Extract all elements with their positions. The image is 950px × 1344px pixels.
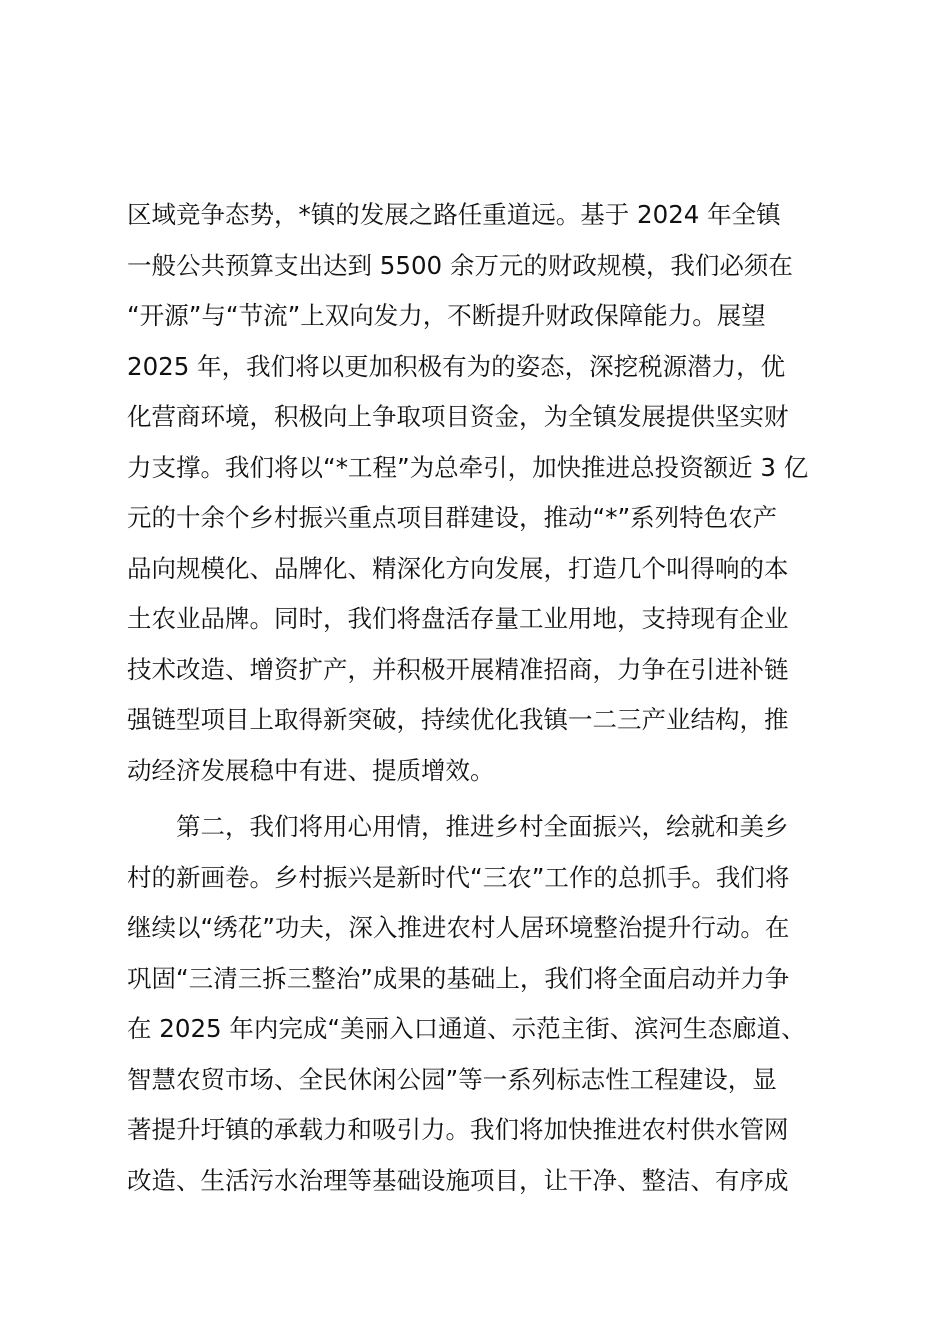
paragraph-1 [127, 190, 827, 796]
text-line: 村的新画卷。乡村振兴是新时代“三农”工作的总抓手。我们将 [127, 862, 790, 892]
text-line: 第二，我们将用心用情，推进乡村全面振兴，绘就和美乡 [176, 812, 789, 841]
text-line: 品向规模化、品牌化、精深化方向发展，打造几个叫得响的本 [127, 553, 789, 583]
text-line: 强链型项目上取得新突破，持续优化我镇一二三产业结构，推 [127, 705, 789, 734]
text-line: 力支撑。我们将以“*工程”为总牵引，加快推进总投资额近 3 亿 [127, 452, 809, 482]
text-line: 元的十余个乡村振兴重点项目群建设，推动“*”系列特色农产 [127, 503, 778, 532]
document-body [127, 190, 827, 1206]
text-line: 改造、生活污水治理等基础设施项目，让干净、整洁、有序成 [127, 1165, 789, 1195]
text-line: 一般公共预算支出达到 5500 余万元的财政规模，我们必须在 [127, 250, 793, 280]
text-line: 区域竞争态势，*镇的发展之路任重道远。基于 2024 年全镇 [127, 200, 781, 229]
text-line: 2025 年，我们将以更加积极有为的姿态，深挖税源潜力，优 [127, 351, 786, 381]
text-line: 土农业品牌。同时，我们将盘活存量工业用地，支持现有企业 [127, 604, 789, 633]
paragraph-2 [127, 802, 827, 1206]
text-line: 在 2025 年内完成“美丽入口通道、示范主街、滨河生态廊道、 [127, 1014, 806, 1043]
text-line: 巩固“三清三拆三整治”成果的基础上，我们将全面启动并力争 [127, 963, 790, 993]
text-line: 智慧农贸市场、全民休闲公园”等一系列标志性工程建设，显 [127, 1064, 777, 1094]
text-line: 著提升圩镇的承载力和吸引力。我们将加快推进农村供水管网 [127, 1115, 789, 1144]
text-line: “开源”与“节流”上双向发力，不断提升财政保障能力。展望 [127, 301, 766, 330]
text-line: 化营商环境，积极向上争取项目资金，为全镇发展提供坚实财 [127, 402, 789, 431]
text-line: 技术改造、增资扩产，并积极开展精准招商，力争在引进补链 [127, 654, 789, 684]
text-line: 继续以“绣花”功夫，深入推进农村人居环境整治提升行动。在 [127, 913, 790, 942]
text-line: 动经济发展稳中有进、提质增效。 [127, 755, 495, 785]
